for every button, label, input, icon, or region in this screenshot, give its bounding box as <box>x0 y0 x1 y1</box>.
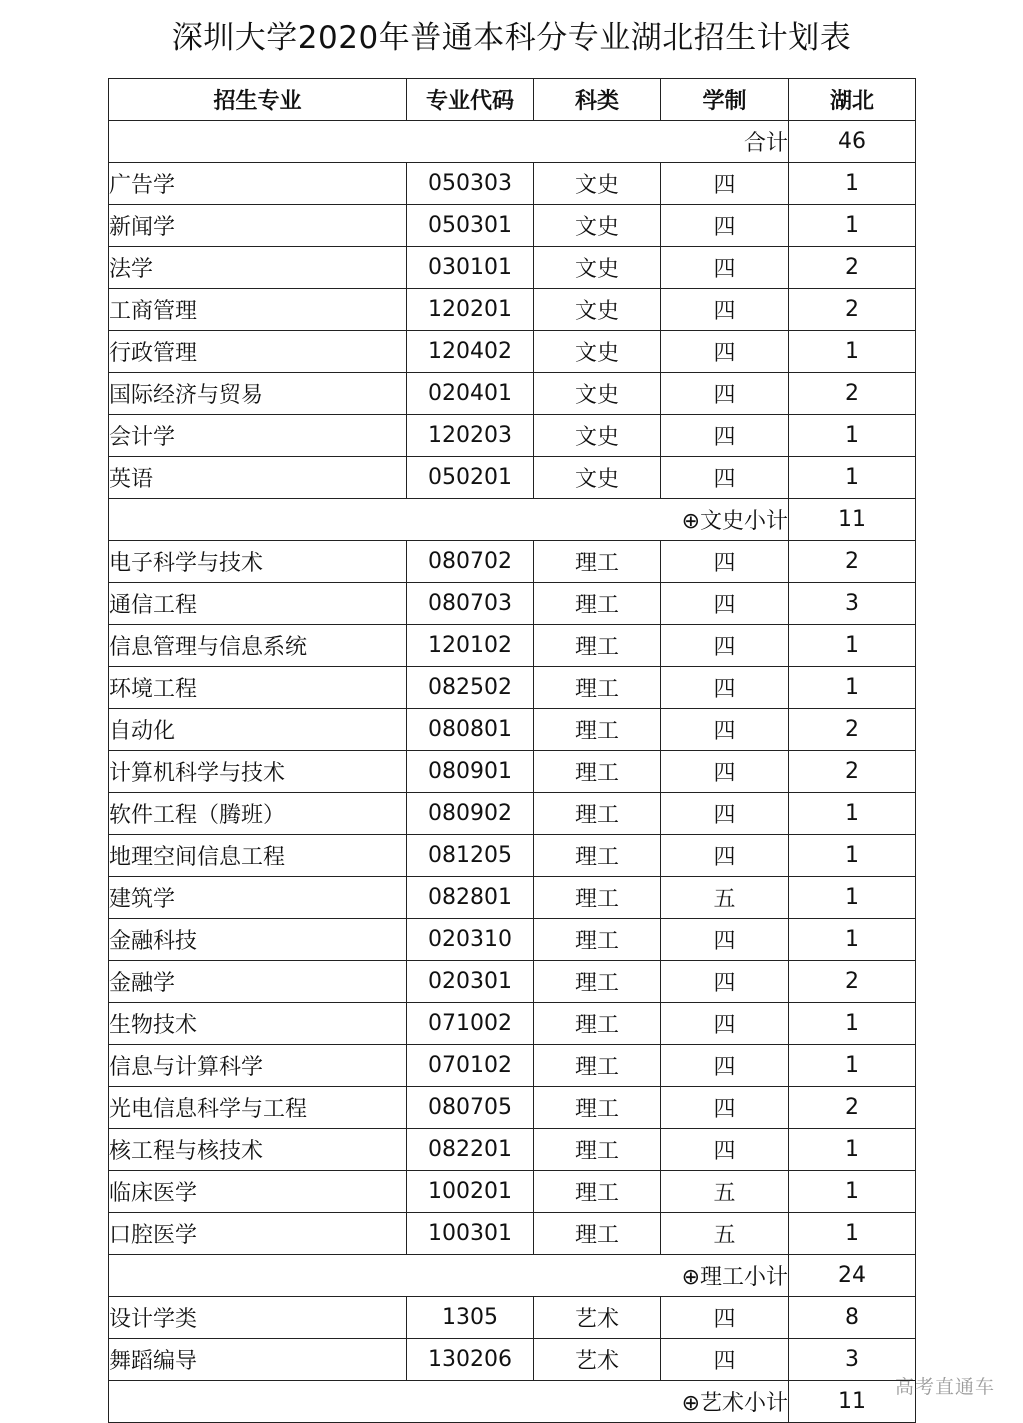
code-cell: 082502 <box>407 667 534 709</box>
code-cell: 120102 <box>407 625 534 667</box>
hubei-count-cell: 1 <box>789 457 916 499</box>
category-cell: 理工 <box>534 541 661 583</box>
code-cell: 080901 <box>407 751 534 793</box>
hubei-count-cell: 1 <box>789 415 916 457</box>
header-duration: 学制 <box>661 79 789 121</box>
duration-cell: 四 <box>661 1297 789 1339</box>
table-row <box>109 625 916 667</box>
category-cell: 理工 <box>534 751 661 793</box>
table-row <box>109 1045 916 1087</box>
category-cell: 理工 <box>534 793 661 835</box>
category-cell: 理工 <box>534 1129 661 1171</box>
category-cell: 理工 <box>534 625 661 667</box>
code-cell: 080702 <box>407 541 534 583</box>
code-cell: 120402 <box>407 331 534 373</box>
table-row <box>109 793 916 835</box>
category-cell: 理工 <box>534 1003 661 1045</box>
hubei-count-cell: 1 <box>789 625 916 667</box>
table-row <box>109 415 916 457</box>
code-cell: 100201 <box>407 1171 534 1213</box>
table-row <box>109 961 916 1003</box>
hubei-count-cell: 2 <box>789 247 916 289</box>
duration-cell: 五 <box>661 1213 789 1255</box>
category-cell: 文史 <box>534 205 661 247</box>
duration-cell: 四 <box>661 205 789 247</box>
duration-cell: 四 <box>661 457 789 499</box>
category-cell: 理工 <box>534 835 661 877</box>
hubei-count-cell: 1 <box>789 1213 916 1255</box>
duration-cell: 四 <box>661 1045 789 1087</box>
duration-cell: 五 <box>661 1171 789 1213</box>
major-cell: 会计学 <box>109 415 407 457</box>
major-cell: 临床医学 <box>109 1171 407 1213</box>
duration-cell: 四 <box>661 541 789 583</box>
table-row <box>109 877 916 919</box>
major-cell: 信息与计算科学 <box>109 1045 407 1087</box>
major-cell: 信息管理与信息系统 <box>109 625 407 667</box>
table-body <box>109 121 916 1423</box>
subtotal-label: ⊕文史小计 <box>109 499 789 541</box>
code-cell: 080703 <box>407 583 534 625</box>
category-cell: 文史 <box>534 247 661 289</box>
major-cell: 环境工程 <box>109 667 407 709</box>
major-cell: 地理空间信息工程 <box>109 835 407 877</box>
hubei-count-cell: 1 <box>789 835 916 877</box>
table-row <box>109 163 916 205</box>
table-row <box>109 541 916 583</box>
subtotal-row <box>109 1381 916 1423</box>
duration-cell: 四 <box>661 331 789 373</box>
table-row <box>109 289 916 331</box>
category-cell: 理工 <box>534 1045 661 1087</box>
code-cell: 120201 <box>407 289 534 331</box>
duration-cell: 五 <box>661 877 789 919</box>
category-cell: 文史 <box>534 163 661 205</box>
code-cell: 020301 <box>407 961 534 1003</box>
table-row <box>109 1297 916 1339</box>
duration-cell: 四 <box>661 1087 789 1129</box>
hubei-count-cell: 1 <box>789 1045 916 1087</box>
duration-cell: 四 <box>661 667 789 709</box>
table-row <box>109 835 916 877</box>
category-cell: 文史 <box>534 415 661 457</box>
code-cell: 130206 <box>407 1339 534 1381</box>
table-row <box>109 205 916 247</box>
major-cell: 自动化 <box>109 709 407 751</box>
code-cell: 071002 <box>407 1003 534 1045</box>
major-cell: 计算机科学与技术 <box>109 751 407 793</box>
hubei-count-cell: 3 <box>789 1339 916 1381</box>
major-cell: 金融学 <box>109 961 407 1003</box>
subtotal-value: 24 <box>789 1255 916 1297</box>
category-cell: 理工 <box>534 877 661 919</box>
duration-cell: 四 <box>661 1003 789 1045</box>
subtotal-label: ⊕艺术小计 <box>109 1381 789 1423</box>
hubei-count-cell: 1 <box>789 163 916 205</box>
hubei-count-cell: 1 <box>789 331 916 373</box>
table-row <box>109 919 916 961</box>
table-row <box>109 1003 916 1045</box>
duration-cell: 四 <box>661 919 789 961</box>
page-title: 深圳大学2020年普通本科分专业湖北招生计划表 <box>171 20 852 56</box>
hubei-count-cell: 1 <box>789 1003 916 1045</box>
duration-cell: 四 <box>661 835 789 877</box>
duration-cell: 四 <box>661 373 789 415</box>
code-cell: 081205 <box>407 835 534 877</box>
header-code: 专业代码 <box>407 79 534 121</box>
category-cell: 艺术 <box>534 1297 661 1339</box>
major-cell: 口腔医学 <box>109 1213 407 1255</box>
table-row <box>109 1087 916 1129</box>
major-cell: 行政管理 <box>109 331 407 373</box>
category-cell: 理工 <box>534 709 661 751</box>
duration-cell: 四 <box>661 583 789 625</box>
watermark: 高考直通车 <box>894 1376 995 1398</box>
header-hubei: 湖北 <box>789 79 916 121</box>
major-cell: 金融科技 <box>109 919 407 961</box>
hubei-count-cell: 1 <box>789 667 916 709</box>
code-cell: 050301 <box>407 205 534 247</box>
duration-cell: 四 <box>661 793 789 835</box>
subtotal-row <box>109 1255 916 1297</box>
code-cell: 080801 <box>407 709 534 751</box>
hubei-count-cell: 1 <box>789 793 916 835</box>
hubei-count-cell: 1 <box>789 1129 916 1171</box>
hubei-count-cell: 2 <box>789 709 916 751</box>
major-cell: 设计学类 <box>109 1297 407 1339</box>
major-cell: 电子科学与技术 <box>109 541 407 583</box>
duration-cell: 四 <box>661 247 789 289</box>
subtotal-label: ⊕理工小计 <box>109 1255 789 1297</box>
category-cell: 理工 <box>534 583 661 625</box>
hubei-count-cell: 2 <box>789 289 916 331</box>
table-row <box>109 583 916 625</box>
category-cell: 理工 <box>534 1171 661 1213</box>
hubei-count-cell: 2 <box>789 751 916 793</box>
major-cell: 英语 <box>109 457 407 499</box>
code-cell: 020310 <box>407 919 534 961</box>
duration-cell: 四 <box>661 751 789 793</box>
code-cell: 030101 <box>407 247 534 289</box>
total-row <box>109 121 916 163</box>
category-cell: 文史 <box>534 373 661 415</box>
total-label: 合计 <box>109 121 789 163</box>
code-cell: 1305 <box>407 1297 534 1339</box>
code-cell: 050303 <box>407 163 534 205</box>
enrollment-plan-table <box>108 78 916 1423</box>
hubei-count-cell: 1 <box>789 205 916 247</box>
duration-cell: 四 <box>661 163 789 205</box>
major-cell: 通信工程 <box>109 583 407 625</box>
subtotal-value: 11 <box>789 1381 916 1423</box>
code-cell: 020401 <box>407 373 534 415</box>
code-cell: 080902 <box>407 793 534 835</box>
major-cell: 核工程与核技术 <box>109 1129 407 1171</box>
table-row <box>109 247 916 289</box>
category-cell: 理工 <box>534 1213 661 1255</box>
category-cell: 理工 <box>534 667 661 709</box>
code-cell: 080705 <box>407 1087 534 1129</box>
major-cell: 光电信息科学与工程 <box>109 1087 407 1129</box>
hubei-count-cell: 2 <box>789 961 916 1003</box>
hubei-count-cell: 8 <box>789 1297 916 1339</box>
major-cell: 舞蹈编导 <box>109 1339 407 1381</box>
table-row <box>109 1129 916 1171</box>
header-category: 科类 <box>534 79 661 121</box>
category-cell: 理工 <box>534 961 661 1003</box>
duration-cell: 四 <box>661 625 789 667</box>
subtotal-value: 11 <box>789 499 916 541</box>
header-major: 招生专业 <box>109 79 407 121</box>
hubei-count-cell: 2 <box>789 541 916 583</box>
hubei-count-cell: 1 <box>789 877 916 919</box>
code-cell: 082201 <box>407 1129 534 1171</box>
table-row <box>109 1339 916 1381</box>
duration-cell: 四 <box>661 709 789 751</box>
major-cell: 工商管理 <box>109 289 407 331</box>
table-row <box>109 331 916 373</box>
code-cell: 100301 <box>407 1213 534 1255</box>
major-cell: 广告学 <box>109 163 407 205</box>
hubei-count-cell: 2 <box>789 1087 916 1129</box>
category-cell: 文史 <box>534 457 661 499</box>
subtotal-row <box>109 499 916 541</box>
category-cell: 艺术 <box>534 1339 661 1381</box>
duration-cell: 四 <box>661 1129 789 1171</box>
duration-cell: 四 <box>661 1339 789 1381</box>
major-cell: 软件工程（腾班） <box>109 793 407 835</box>
duration-cell: 四 <box>661 961 789 1003</box>
total-value: 46 <box>789 121 916 163</box>
major-cell: 法学 <box>109 247 407 289</box>
table-row <box>109 709 916 751</box>
hubei-count-cell: 3 <box>789 583 916 625</box>
category-cell: 文史 <box>534 331 661 373</box>
code-cell: 050201 <box>407 457 534 499</box>
hubei-count-cell: 1 <box>789 919 916 961</box>
code-cell: 120203 <box>407 415 534 457</box>
table-header-row <box>109 79 916 121</box>
category-cell: 理工 <box>534 1087 661 1129</box>
code-cell: 082801 <box>407 877 534 919</box>
major-cell: 生物技术 <box>109 1003 407 1045</box>
duration-cell: 四 <box>661 415 789 457</box>
category-cell: 文史 <box>534 289 661 331</box>
hubei-count-cell: 2 <box>789 373 916 415</box>
category-cell: 理工 <box>534 919 661 961</box>
table-row <box>109 1171 916 1213</box>
code-cell: 070102 <box>407 1045 534 1087</box>
table-row <box>109 751 916 793</box>
table-row <box>109 1213 916 1255</box>
table-row <box>109 667 916 709</box>
major-cell: 新闻学 <box>109 205 407 247</box>
duration-cell: 四 <box>661 289 789 331</box>
table-row <box>109 373 916 415</box>
major-cell: 建筑学 <box>109 877 407 919</box>
hubei-count-cell: 1 <box>789 1171 916 1213</box>
major-cell: 国际经济与贸易 <box>109 373 407 415</box>
table-row <box>109 457 916 499</box>
